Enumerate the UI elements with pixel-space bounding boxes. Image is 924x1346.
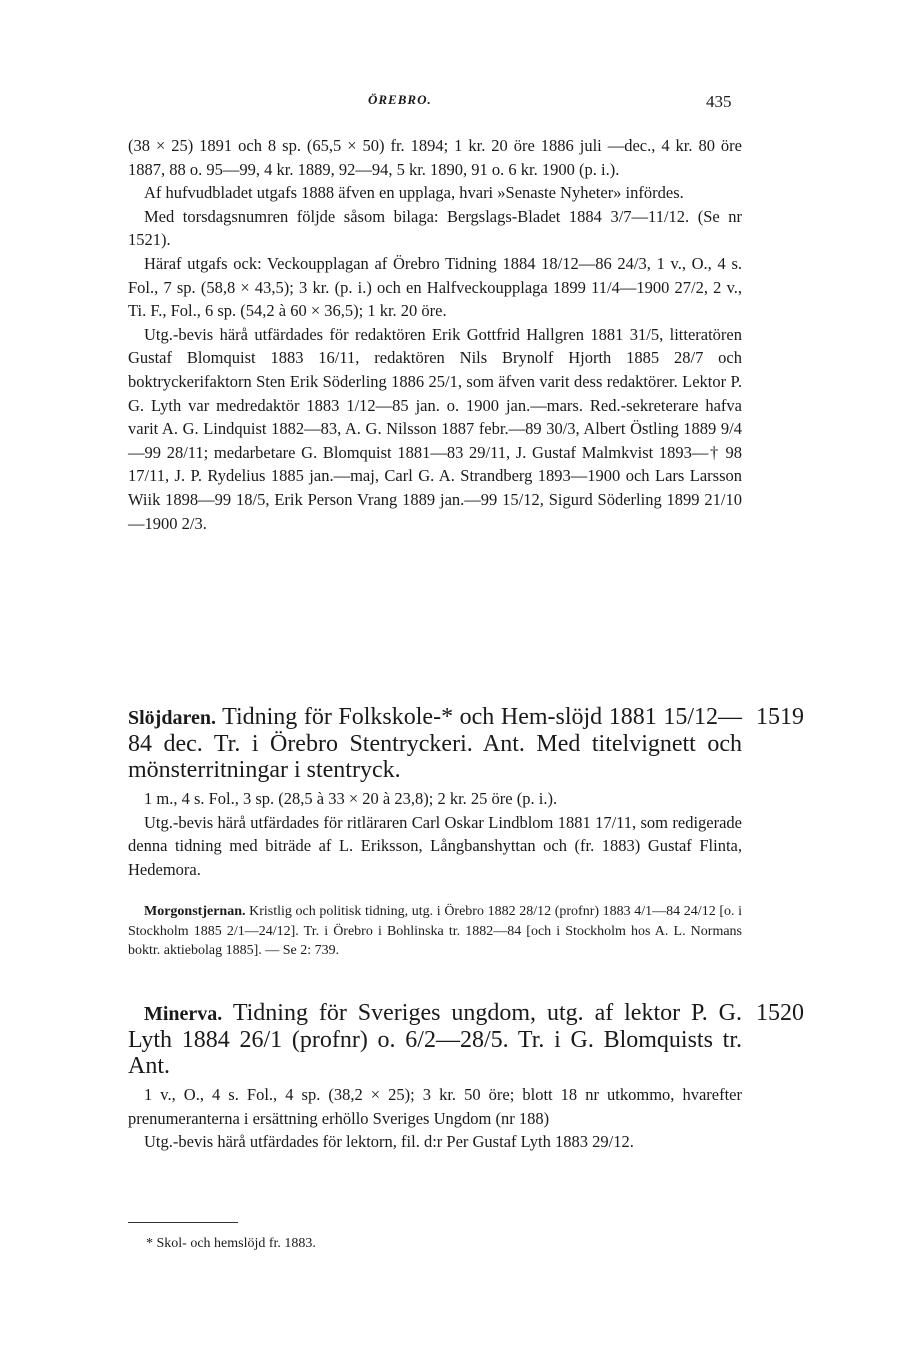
intro-paragraph: Af hufvudbladet utgafs 1888 äfven en upplaga, hvari »Senaste Nyheter» infördes. [144, 183, 684, 203]
running-head: ÖREBRO. [368, 92, 432, 107]
entry-number: 1519 [756, 704, 804, 730]
morgonstjernan-entry [128, 902, 742, 961]
entry-details: 1 m., 4 s. Fol., 3 sp. (28,5 à 33 × 20 à 23,8); 2 kr. 25 öre (p. i.). [144, 789, 558, 808]
entry-name: Morgonstjernan. [144, 904, 246, 919]
entry-description: Tidning för Folkskole-* och Hem-slöjd 1881 15/12—84 dec. Tr. i Örebro Stentryckeri. Ant. Med titelvignett och mönsterritningar i stentryck. [128, 704, 742, 783]
entry-bevis: Utg.-bevis härå utfärdades för ritläraren Carl Oskar Lindblom 1881 17/11, som redigerade denna tidning med biträde af L. Eriksson, Långbanshyttan och (fr. 1883) Gustaf Flinta, Hedemora. [128, 812, 742, 879]
entry-details: 1 v., O., 4 s. Fol., 4 sp. (38,2 × 25); 3 kr. 50 öre; blott 18 nr utkommo, hvarefter prenumeranterna i ersättning erhöllo Sveriges Ungdom (nr 188) [128, 1085, 742, 1128]
footnote-rule [128, 1222, 238, 1223]
entry-name: Slöjdaren. [128, 707, 216, 729]
entry-bevis: Utg.-bevis härå utfärdades för lektorn, fil. d:r Per Gustaf Lyth 1883 29/12. [144, 1132, 634, 1152]
entry-description: Tidning för Sveriges ungdom, utg. af lektor P. G. Lyth 1884 26/1 (profnr) o. 6/2—28/5. Tr. i G. Blomquists tr. Ant. [128, 1000, 742, 1079]
entry-name: Minerva. [144, 1003, 223, 1025]
entry-1520 [128, 1000, 742, 1154]
intro-paragraph: Med torsdagsnumren följde såsom bilaga: Bergslags-Bladet 1884 3/7—11/12. (Se nr 1521). [128, 206, 742, 250]
entry-description: Kristlig och politisk tidning, utg. i Örebro 1882 28/12 (profnr) 1883 4/1—84 24/12 [o. i Stockholm 1885 2/1—24/12]. Tr. i Örebro i Bohlinska tr. 1882—84 [och i Stockholm hos A. L. Normans boktr. aktiebolag 1885]. — Se 2: 739. [128, 904, 742, 958]
entry-number: 1520 [756, 1000, 804, 1026]
page-header [0, 92, 924, 116]
intro-paragraph: (38 × 25) 1891 och 8 sp. (65,5 × 50) fr. 1894; 1 kr. 20 öre 1886 juli —dec., 4 kr. 80 öre 1887, 88 o. 95—99, 4 kr. 1889, 92—94, 5 kr. 1890, 91 o. 6 kr. 1900 (p. i.). [128, 136, 742, 179]
intro-paragraph: Häraf utgafs ock: Veckoupplagan af Örebro Tidning 1884 18/12—86 24/3, 1 v., O., 4 s. Fol., 7 sp. (58,8 × 43,5); 3 kr. (p. i.) och en Halfveckoupplaga 1899 11/4—1900 27/2, 2 v., Ti. F., Fol., 6 sp. (54,2 à 60 × 36,5); 1 kr. 20 öre. [128, 253, 742, 321]
page-number: 435 [706, 92, 732, 111]
entry-text [128, 902, 742, 961]
intro-block [128, 134, 742, 535]
intro-paragraph: Utg.-bevis härå utfärdades för redaktören Erik Gottfrid Hallgren 1881 31/5, litteratören Gustaf Blomquist 1883 16/11, redaktören Nils Brynolf Hjorth 1885 28/7 och boktryckerifaktorn Sten Erik Söderling 1886 25/1, som äfven varit dess redaktörer. Lektor P. G. Lyth var medredaktör 1883 1/12—85 jan. o. 1900 jan.—mars. Red.-sekreterare hafva varit A. G. Lindquist 1882—83, A. G. Nilsson 1887 febr.—89 30/3, Albert Östling 1889 9/4—99 28/11; medarbetare G. Blomquist 1881—83 29/11, J. Gustaf Malmkvist 1893—† 98 17/11, J. P. Rydelius 1885 jan.—maj, Carl G. A. Strandberg 1893—1900 och Lars Larsson Wiik 1898—99 18/5, Erik Person Vrang 1889 jan.—99 15/12, Sigurd Söderling 1899 21/10—1900 2/3. [128, 324, 742, 533]
footnote: * Skol- och hemslöjd fr. 1883. [146, 1236, 316, 1251]
entry-1519 [128, 704, 742, 881]
entry-title [128, 1000, 742, 1079]
entry-title [128, 704, 742, 783]
